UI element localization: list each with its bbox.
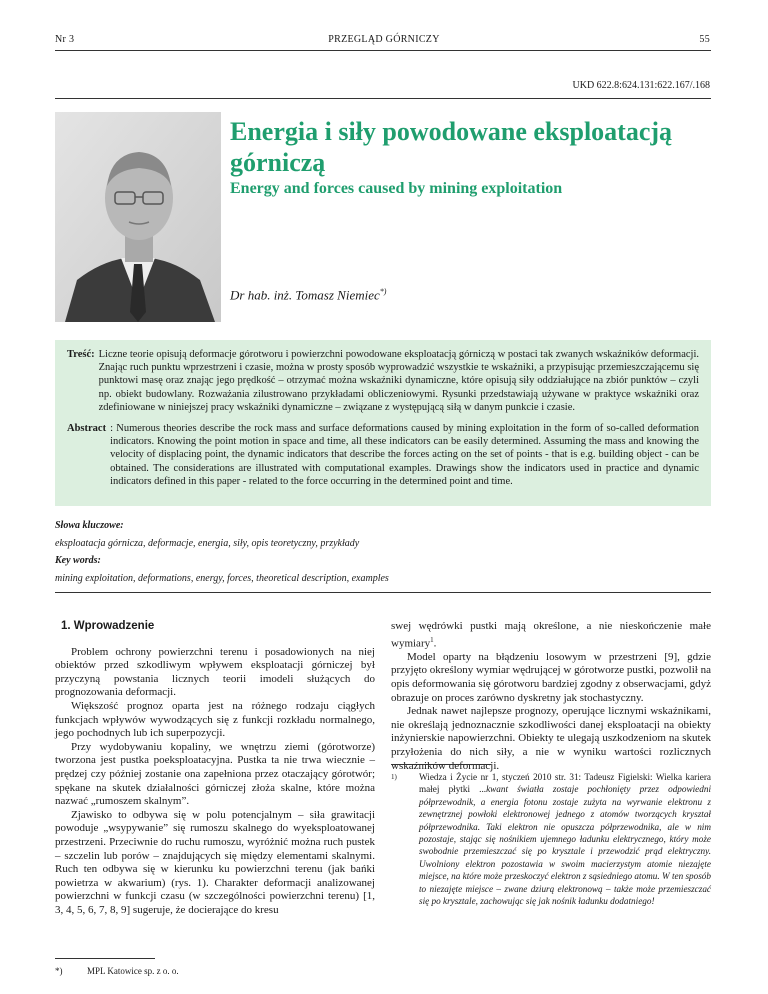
footnote-rule-right [391,764,491,765]
issue-number: Nr 3 [55,34,75,45]
author-photo [55,112,221,322]
body-paragraph: Zjawisko to odbywa się w polu potencjalnym – siła grawitacji powoduje „wsypywanie” się rumoszu skalnego do wyeksploatowanej przestrzeni. Przeciwnie do ruchu rumoszu, wyróżnić można ruch pustek – szczelin lub porów – znajdujących się między elementami skalnymi. Ruch ten odbywa się w kierunku ku powierzchni terenu (jak bańki powietrza w akwarium) (rys. 1). Charakter deformacji analizowanej powierzchni w funkcji czasu (w szczególności powierzchni terenu) [1, 3, 4, 5, 6, 7, 8, 9] sugeruje, że docierające do kresu [55,808,375,916]
footnote-author [55,966,179,976]
keywords-pl-label: Słowa kluczowe: [55,520,124,531]
body-paragraph: Przy wydobywaniu kopaliny, we wnętrzu ziemi (górotworze) tworzona jest pustka poeksploatacyjna. Pustka ta nie trwa wiecznie – prędzej czy później zostanie ona zapełniona przez otaczający górotwór; spękane na skutek działalności górniczej złoża skalne, które można nazwać „rumoszem skalnym”. [55,740,375,808]
keywords-en: mining exploitation, deformations, energy, forces, theoretical description, examples [55,573,389,584]
journal-name: PRZEGLĄD GÓRNICZY [328,34,440,45]
author-footnote-mark: *) [379,287,387,296]
footnote-author-affiliation: MPL Katowice sp. z o. o. [87,966,179,976]
continued-text: swej wędrówki pustki mają określone, a nie nieskończenie małe wymiary [391,620,711,650]
footnote-1-quote: kwant światła zostaje pochłonięty przez odpowiedni półprzewodnik, a energia fotonu zostaje zużyta na wyrwanie elektronu z zewnętrznej powłoki elektronowej jednego z atomów tworzących kryształ półprzewodnika. Taki elektron nie opuszcza półprzewodnika, ale w nim pozostaje, stając się nośnikiem ujemnego ładunku elektrycznego, który może swobodnie przemieszczać się po krysztale i przewodzić prąd elektryczny. Uwolniony elektron pozostawia w swoim macierzystym atomie niezajęte miejsce, na które może przeskoczyć elektron z sąsiedniego atomu. W ten sposób to niezajęte miejsce – zwane dziurą elektronową – także może przemieszczać się po krysztale, zachowując się jak nośnik ładunku dodatniego! [419,784,711,907]
body-paragraph: Problem ochrony powierzchni terenu i posadowionych na niej obiektów przed szkodliwym wpływem eksploatacji górniczej był przyczyną powstania licznych teorii imodeli służących do prognozowania deformacji. [55,645,375,699]
abstract-pl-text: Liczne teorie opisują deformacje górotworu i powierzchni powodowane eksploatacją górniczą w postaci tak zwanych wskaźników deformacji. Znając ruch punktu wprzestrzeni i czasie, można w prosty sposób wyprowadzić wszystkie te wskaźniki, a przypisując przemieszczającemu się punktowi masę oraz znając jego prędkość – otrzymać można wskaźniki dynamiczne, które opisują siły oddziałujące na zbiór punktów – czyli np. obiekt budowlany. Rozważania zilustrowano przykładami obliczeniowymi. Rysunki przedstawiają używane w praktyce wskaźniki oraz zdefiniowane w niniejszej pracy wskaźniki dynamiczne – związane z występującą siłą w danym punkcie i czasie. [98,349,699,413]
footnote-author-mark: *) [55,966,63,976]
abstract-pl [67,348,699,414]
udk-rule [55,98,711,99]
footnote-1-mark: 1) [391,773,397,781]
section-title: 1. Wprowadzenie [61,620,155,632]
abstract-en [67,422,699,488]
author-name [230,287,386,303]
udk-code: UKD 622.8:624.131:622.167/.168 [572,80,710,91]
abstract-pl-label: Treść: [67,349,95,360]
article-title-pl: Energia i siły powodowane eksploatacją górniczą [230,117,673,177]
body-paragraph: Jednak nawet najlepsze prognozy, operujące licznymi wskaźnikami, nie określają jednoznacznie szkodliwości danej eksploatacji na obiekty inżynierskie napowierzchni. Obiekty te ulegają uszkodzeniom na skutek przyłożenia do nich siły, a nie w wyniku wartości rozlicznych wskaźników deformacji. [391,705,711,772]
footnote-rule-left [55,958,155,959]
page-number: 55 [699,34,710,45]
continued-text-end: . [433,637,437,650]
body-column-left [55,620,375,917]
body-paragraph-continued [391,620,711,651]
footnote-ref-1: 1 [430,635,434,644]
abstract-box [55,340,711,506]
body-column-right [391,620,711,773]
article-title-en: Energy and forces caused by mining exploitation [230,180,563,197]
keywords-pl: eksploatacja górnicza, deformacje, energia, siły, opis teoretyczny, przykłady [55,538,360,549]
author-name-text: Dr hab. inż. Tomasz Niemiec [230,287,380,303]
section-divider [55,592,711,593]
footnote-1-source: Wiedza i Życie nr 1, styczeń 2010 str. 31: Tadeusz Figielski: Wielka kariera małej płytki ... [419,772,711,795]
body-paragraph: Większość prognoz oparta jest na różnego rodzaju ciągłych funkcjach wpływów wywodzących się z funkcji rozkładu normalnego, jego pochodnych lub ich superpozycji. [55,699,375,740]
footnote-1-body [419,771,711,907]
footnote-1 [391,771,711,907]
body-paragraph: Model oparty na błądzeniu losowym w przestrzeni [9], gdzie przyjęto określony wymiar wędrującej w górotworze pustki, pozwolił na opis deformowania się górotworu bardziej zgodny z obserwacjami, gdyż obrazuje on proces zarówno dyskretny jak stochastyczny. [391,650,711,704]
abstract-en-label: Abstract [67,423,107,435]
header-rule [55,50,711,51]
keywords-en-label: Key words: [55,555,101,566]
abstract-en-text: : Numerous theories describe the rock mass and surface deformations caused by mining exploitation in the form of so-called deformation indicators. Knowing the point motion in space and time, all these indicators can be easily determined. Assuming the mass and knowing the velocity of displacing point, the dynamic indicators that describe the forces acting on the set of points - that is e.g. building object - can be obtained. The considerations are illustrated with computational examples. Drawings show the indicators used in practice and dynamic indicators defined in this paper - related to the force occurring in the determined point and time. [110,423,699,487]
